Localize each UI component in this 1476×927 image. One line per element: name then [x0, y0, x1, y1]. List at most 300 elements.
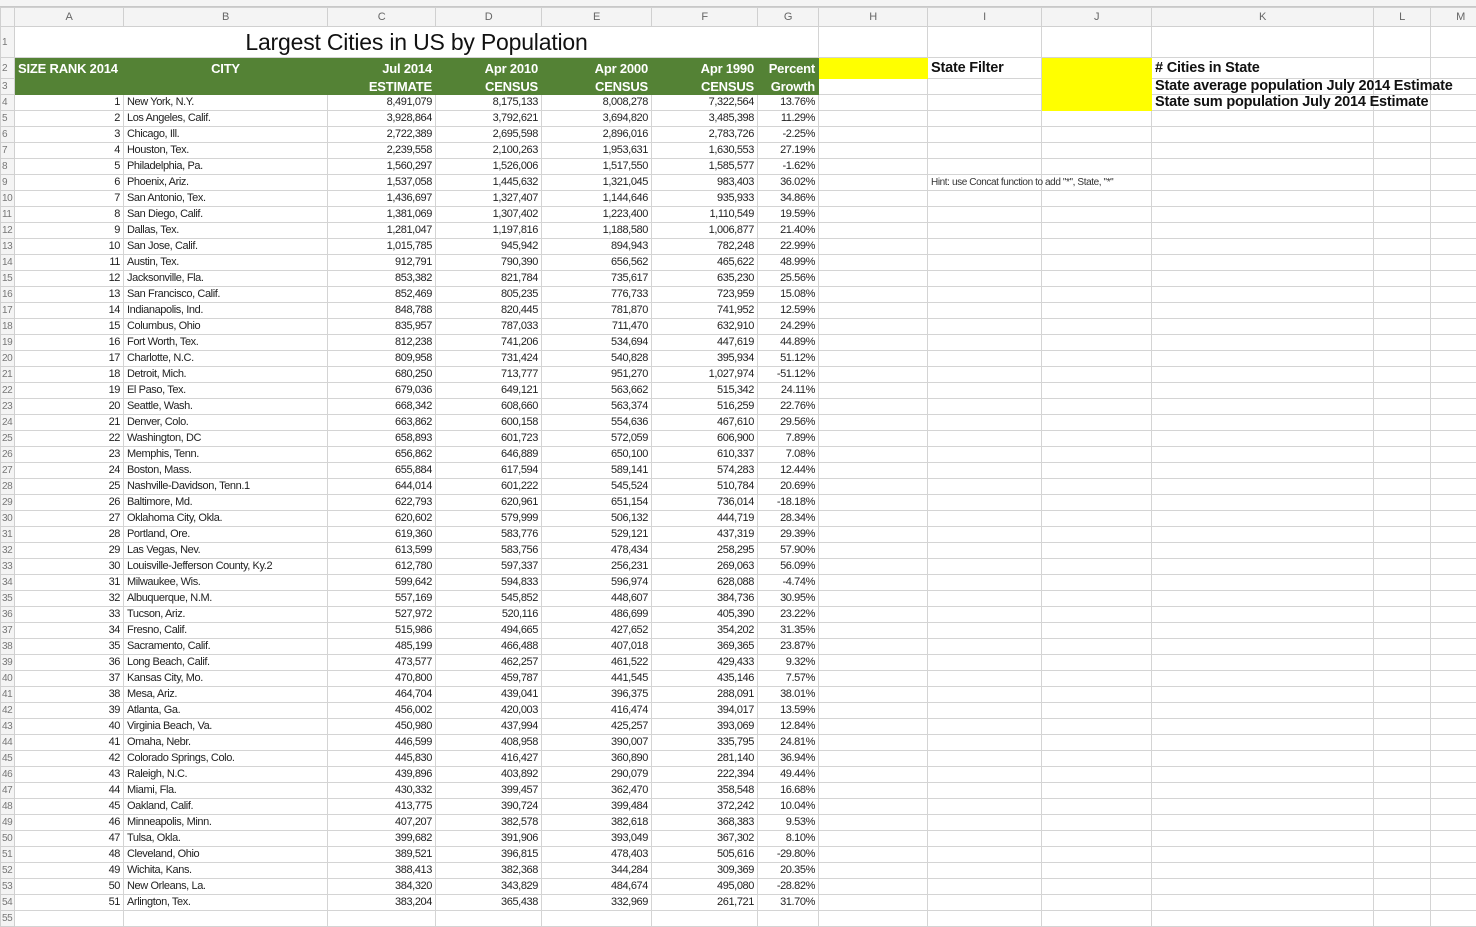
cell[interactable] [1152, 399, 1374, 415]
cell[interactable] [1374, 847, 1431, 863]
apr2010-census-cell[interactable]: 466,488 [436, 639, 542, 655]
rank-cell[interactable]: 49 [15, 863, 124, 879]
jul2014-estimate-cell[interactable]: 620,602 [328, 511, 436, 527]
apr2000-census-cell[interactable]: 651,154 [542, 495, 652, 511]
cell[interactable] [819, 319, 928, 335]
jul2014-estimate-cell[interactable]: 473,577 [328, 655, 436, 671]
percent-growth-cell[interactable]: 23.87% [758, 639, 819, 655]
row-number[interactable]: 53 [1, 879, 15, 895]
cell[interactable] [819, 415, 928, 431]
apr2010-census-cell[interactable]: 594,833 [436, 575, 542, 591]
jul2014-estimate-cell[interactable]: 407,207 [328, 815, 436, 831]
percent-growth-cell[interactable]: -51.12% [758, 367, 819, 383]
cell[interactable] [1374, 719, 1431, 735]
cell[interactable] [1374, 479, 1431, 495]
percent-growth-cell[interactable]: 7.89% [758, 431, 819, 447]
cell[interactable] [928, 319, 1042, 335]
jul2014-estimate-cell[interactable]: 658,893 [328, 431, 436, 447]
percent-growth-cell[interactable]: 9.32% [758, 655, 819, 671]
cell[interactable] [1374, 303, 1431, 319]
city-cell[interactable]: Oklahoma City, Okla. [124, 511, 328, 527]
percent-growth-cell[interactable]: 31.70% [758, 895, 819, 911]
header-jul2014[interactable]: Jul 2014 [328, 58, 436, 79]
apr1990-census-cell[interactable]: 495,080 [652, 879, 758, 895]
cities-in-state-value[interactable] [1042, 79, 1152, 95]
apr2000-census-cell[interactable]: 540,828 [542, 351, 652, 367]
apr1990-census-cell[interactable]: 405,390 [652, 607, 758, 623]
apr1990-census-cell[interactable]: 393,069 [652, 719, 758, 735]
cell[interactable] [1374, 751, 1431, 767]
city-cell[interactable]: San Francisco, Calif. [124, 287, 328, 303]
percent-growth-cell[interactable]: 20.69% [758, 479, 819, 495]
apr2000-census-cell[interactable]: 1,517,550 [542, 159, 652, 175]
cell[interactable] [928, 239, 1042, 255]
jul2014-estimate-cell[interactable]: 1,281,047 [328, 223, 436, 239]
cell[interactable] [1152, 895, 1374, 911]
cell[interactable] [819, 479, 928, 495]
rank-cell[interactable]: 3 [15, 127, 124, 143]
cell[interactable] [819, 79, 928, 95]
apr1990-census-cell[interactable]: 447,619 [652, 335, 758, 351]
cell[interactable] [1042, 271, 1152, 287]
city-cell[interactable]: San Antonio, Tex. [124, 191, 328, 207]
cell[interactable] [928, 559, 1042, 575]
percent-growth-cell[interactable]: 22.99% [758, 239, 819, 255]
cell[interactable] [819, 95, 928, 111]
row-number[interactable]: 32 [1, 543, 15, 559]
cell[interactable] [928, 543, 1042, 559]
jul2014-estimate-cell[interactable]: 1,015,785 [328, 239, 436, 255]
percent-growth-cell[interactable]: -28.82% [758, 879, 819, 895]
cell[interactable] [1374, 559, 1431, 575]
column-header-j[interactable]: J [1042, 8, 1152, 27]
city-cell[interactable]: El Paso, Tex. [124, 383, 328, 399]
percent-growth-cell[interactable] [758, 911, 819, 927]
cell[interactable] [928, 767, 1042, 783]
apr2010-census-cell[interactable]: 805,235 [436, 287, 542, 303]
apr2000-census-cell[interactable]: 332,969 [542, 895, 652, 911]
jul2014-estimate-cell[interactable]: 1,537,058 [328, 175, 436, 191]
row-number[interactable]: 44 [1, 735, 15, 751]
city-cell[interactable]: Baltimore, Md. [124, 495, 328, 511]
cell[interactable] [1042, 703, 1152, 719]
row-number[interactable]: 35 [1, 591, 15, 607]
header-census-2000[interactable]: CENSUS [542, 79, 652, 95]
jul2014-estimate-cell[interactable]: 619,360 [328, 527, 436, 543]
apr2010-census-cell[interactable]: 731,424 [436, 351, 542, 367]
column-header-i[interactable]: I [928, 8, 1042, 27]
cell[interactable] [1042, 463, 1152, 479]
apr2010-census-cell[interactable]: 620,961 [436, 495, 542, 511]
row-number[interactable]: 52 [1, 863, 15, 879]
apr2000-census-cell[interactable]: 390,007 [542, 735, 652, 751]
cell[interactable] [1152, 639, 1374, 655]
cell[interactable] [1042, 143, 1152, 159]
cell[interactable] [1431, 58, 1476, 79]
cell[interactable] [1042, 863, 1152, 879]
cell[interactable] [1374, 895, 1431, 911]
percent-growth-cell[interactable]: 48.99% [758, 255, 819, 271]
cell[interactable] [819, 431, 928, 447]
cell[interactable] [928, 511, 1042, 527]
cell[interactable] [1152, 799, 1374, 815]
apr1990-census-cell[interactable]: 309,369 [652, 863, 758, 879]
cell[interactable] [928, 255, 1042, 271]
cell[interactable] [1152, 351, 1374, 367]
row-number[interactable]: 27 [1, 463, 15, 479]
rank-cell[interactable]: 12 [15, 271, 124, 287]
jul2014-estimate-cell[interactable]: 2,239,558 [328, 143, 436, 159]
jul2014-estimate-cell[interactable]: 527,972 [328, 607, 436, 623]
apr2010-census-cell[interactable]: 597,337 [436, 559, 542, 575]
cell[interactable] [1152, 271, 1374, 287]
cell[interactable] [1431, 863, 1476, 879]
cell[interactable] [1152, 815, 1374, 831]
city-cell[interactable]: Fort Worth, Tex. [124, 335, 328, 351]
cell[interactable] [1152, 143, 1374, 159]
rank-cell[interactable]: 27 [15, 511, 124, 527]
header-census-1990[interactable]: CENSUS [652, 79, 758, 95]
cell[interactable] [1152, 223, 1374, 239]
percent-growth-cell[interactable]: 10.04% [758, 799, 819, 815]
cell[interactable] [1374, 255, 1431, 271]
cell[interactable] [1152, 511, 1374, 527]
cell[interactable] [1152, 367, 1374, 383]
rank-cell[interactable]: 30 [15, 559, 124, 575]
percent-growth-cell[interactable]: 9.53% [758, 815, 819, 831]
sheet-title[interactable]: Largest Cities in US by Population [15, 27, 819, 58]
apr2000-census-cell[interactable]: 478,434 [542, 543, 652, 559]
apr2000-census-cell[interactable]: 656,562 [542, 255, 652, 271]
rank-cell[interactable]: 41 [15, 735, 124, 751]
apr2010-census-cell[interactable] [436, 911, 542, 927]
cell[interactable] [1042, 879, 1152, 895]
apr2010-census-cell[interactable]: 343,829 [436, 879, 542, 895]
cell[interactable] [1152, 447, 1374, 463]
apr1990-census-cell[interactable]: 437,319 [652, 527, 758, 543]
jul2014-estimate-cell[interactable]: 399,682 [328, 831, 436, 847]
row-number[interactable]: 22 [1, 383, 15, 399]
rank-cell[interactable]: 10 [15, 239, 124, 255]
cell[interactable] [1152, 27, 1374, 58]
column-header-e[interactable]: E [542, 8, 652, 27]
rank-cell[interactable]: 22 [15, 431, 124, 447]
cell[interactable] [1042, 207, 1152, 223]
cell[interactable] [1431, 255, 1476, 271]
cell[interactable] [1042, 431, 1152, 447]
cell[interactable] [1152, 655, 1374, 671]
cell[interactable] [1374, 399, 1431, 415]
apr1990-census-cell[interactable]: 741,952 [652, 303, 758, 319]
jul2014-estimate-cell[interactable]: 812,238 [328, 335, 436, 351]
cell[interactable] [819, 895, 928, 911]
apr1990-census-cell[interactable]: 288,091 [652, 687, 758, 703]
cell[interactable] [1431, 687, 1476, 703]
cell[interactable] [819, 367, 928, 383]
apr2000-census-cell[interactable]: 256,231 [542, 559, 652, 575]
header-apr1990[interactable]: Apr 1990 [652, 58, 758, 79]
cell[interactable] [1374, 687, 1431, 703]
cell[interactable] [1152, 783, 1374, 799]
row-number[interactable]: 55 [1, 911, 15, 927]
rank-cell[interactable]: 39 [15, 703, 124, 719]
cell[interactable] [928, 95, 1042, 111]
jul2014-estimate-cell[interactable]: 668,342 [328, 399, 436, 415]
apr2010-census-cell[interactable]: 403,892 [436, 767, 542, 783]
cell[interactable] [1152, 431, 1374, 447]
percent-growth-cell[interactable]: 12.59% [758, 303, 819, 319]
cell[interactable] [1431, 463, 1476, 479]
apr2010-census-cell[interactable]: 399,457 [436, 783, 542, 799]
percent-growth-cell[interactable]: 38.01% [758, 687, 819, 703]
rank-cell[interactable]: 44 [15, 783, 124, 799]
rank-cell[interactable]: 29 [15, 543, 124, 559]
cell[interactable] [928, 447, 1042, 463]
cell[interactable] [819, 543, 928, 559]
row-number[interactable]: 34 [1, 575, 15, 591]
rank-cell[interactable]: 32 [15, 591, 124, 607]
cell[interactable] [1431, 527, 1476, 543]
cell[interactable] [1374, 879, 1431, 895]
cell[interactable] [819, 639, 928, 655]
apr2010-census-cell[interactable]: 1,445,632 [436, 175, 542, 191]
cell[interactable] [1431, 303, 1476, 319]
cell[interactable] [819, 671, 928, 687]
apr1990-census-cell[interactable]: 394,017 [652, 703, 758, 719]
cell[interactable] [1152, 735, 1374, 751]
apr2010-census-cell[interactable]: 2,695,598 [436, 127, 542, 143]
cell[interactable] [1042, 687, 1152, 703]
cell[interactable] [1431, 367, 1476, 383]
rank-cell[interactable]: 51 [15, 895, 124, 911]
header-city[interactable]: CITY [124, 58, 328, 79]
city-cell[interactable]: Oakland, Calif. [124, 799, 328, 815]
apr2000-census-cell[interactable]: 1,223,400 [542, 207, 652, 223]
row-number[interactable]: 7 [1, 143, 15, 159]
cell[interactable] [1374, 543, 1431, 559]
row-number[interactable]: 13 [1, 239, 15, 255]
cell[interactable] [1374, 655, 1431, 671]
cell[interactable] [819, 399, 928, 415]
cell[interactable] [928, 415, 1042, 431]
cell[interactable] [1042, 527, 1152, 543]
apr2010-census-cell[interactable]: 520,116 [436, 607, 542, 623]
cell[interactable] [928, 703, 1042, 719]
apr1990-census-cell[interactable]: 632,910 [652, 319, 758, 335]
cell[interactable] [1042, 895, 1152, 911]
header-growth[interactable]: Growth [758, 79, 819, 95]
cell[interactable] [1374, 671, 1431, 687]
header-cell[interactable] [15, 79, 124, 95]
apr1990-census-cell[interactable]: 444,719 [652, 511, 758, 527]
cell[interactable] [1374, 735, 1431, 751]
rank-cell[interactable]: 33 [15, 607, 124, 623]
percent-growth-cell[interactable]: 24.81% [758, 735, 819, 751]
cell[interactable] [1042, 671, 1152, 687]
city-cell[interactable]: Seattle, Wash. [124, 399, 328, 415]
cell[interactable] [928, 863, 1042, 879]
rank-cell[interactable]: 6 [15, 175, 124, 191]
apr2010-census-cell[interactable]: 646,889 [436, 447, 542, 463]
header-cell[interactable] [124, 79, 328, 95]
cell[interactable] [819, 799, 928, 815]
state-average-label[interactable]: State average population July 2014 Estimate [1152, 79, 1374, 95]
cell[interactable] [928, 591, 1042, 607]
city-cell[interactable]: Las Vegas, Nev. [124, 543, 328, 559]
apr1990-census-cell[interactable]: 782,248 [652, 239, 758, 255]
apr2000-census-cell[interactable]: 545,524 [542, 479, 652, 495]
apr1990-census-cell[interactable]: 610,337 [652, 447, 758, 463]
column-header-f[interactable]: F [652, 8, 758, 27]
cell[interactable] [1042, 27, 1152, 58]
apr2000-census-cell[interactable]: 478,403 [542, 847, 652, 863]
cell[interactable] [1431, 287, 1476, 303]
cell[interactable] [819, 623, 928, 639]
cell[interactable] [1431, 191, 1476, 207]
apr2000-census-cell[interactable]: 393,049 [542, 831, 652, 847]
cell[interactable] [928, 479, 1042, 495]
cell[interactable] [1431, 735, 1476, 751]
apr2000-census-cell[interactable]: 461,522 [542, 655, 652, 671]
rank-cell[interactable]: 2 [15, 111, 124, 127]
cell[interactable] [1042, 511, 1152, 527]
cell[interactable] [1042, 751, 1152, 767]
cell[interactable] [1152, 543, 1374, 559]
cell[interactable] [819, 879, 928, 895]
row-number[interactable]: 48 [1, 799, 15, 815]
jul2014-estimate-cell[interactable]: 809,958 [328, 351, 436, 367]
apr2010-census-cell[interactable]: 713,777 [436, 367, 542, 383]
cell[interactable] [928, 79, 1042, 95]
cell[interactable] [1152, 527, 1374, 543]
apr2000-census-cell[interactable]: 3,694,820 [542, 111, 652, 127]
city-cell[interactable]: Atlanta, Ga. [124, 703, 328, 719]
city-cell[interactable]: Milwaukee, Wis. [124, 575, 328, 591]
cell[interactable] [1152, 575, 1374, 591]
cell[interactable] [1042, 367, 1152, 383]
cell[interactable] [1374, 287, 1431, 303]
apr2010-census-cell[interactable]: 391,906 [436, 831, 542, 847]
apr2010-census-cell[interactable]: 365,438 [436, 895, 542, 911]
cell[interactable] [928, 783, 1042, 799]
row-number[interactable]: 12 [1, 223, 15, 239]
apr2000-census-cell[interactable]: 290,079 [542, 767, 652, 783]
cell[interactable] [928, 143, 1042, 159]
cell[interactable] [819, 831, 928, 847]
cell[interactable] [928, 895, 1042, 911]
cell[interactable] [1431, 127, 1476, 143]
apr2010-census-cell[interactable]: 601,723 [436, 431, 542, 447]
cell[interactable] [928, 367, 1042, 383]
percent-growth-cell[interactable]: 24.11% [758, 383, 819, 399]
apr1990-census-cell[interactable]: 281,140 [652, 751, 758, 767]
cell[interactable] [1374, 319, 1431, 335]
row-number[interactable]: 15 [1, 271, 15, 287]
apr2000-census-cell[interactable]: 382,618 [542, 815, 652, 831]
city-cell[interactable]: Arlington, Tex. [124, 895, 328, 911]
apr1990-census-cell[interactable]: 983,403 [652, 175, 758, 191]
apr2010-census-cell[interactable]: 649,121 [436, 383, 542, 399]
cell[interactable] [819, 175, 928, 191]
cell[interactable] [1152, 703, 1374, 719]
cell[interactable] [1374, 511, 1431, 527]
column-header-a[interactable]: A [15, 8, 124, 27]
cell[interactable] [1042, 591, 1152, 607]
apr2010-census-cell[interactable]: 390,724 [436, 799, 542, 815]
apr1990-census-cell[interactable]: 505,616 [652, 847, 758, 863]
cell[interactable] [1374, 111, 1431, 127]
cell[interactable] [1431, 95, 1476, 111]
row-number[interactable]: 43 [1, 719, 15, 735]
cell[interactable] [1374, 591, 1431, 607]
apr2000-census-cell[interactable]: 441,545 [542, 671, 652, 687]
row-number[interactable]: 18 [1, 319, 15, 335]
cell[interactable] [1152, 383, 1374, 399]
rank-cell[interactable]: 42 [15, 751, 124, 767]
percent-growth-cell[interactable]: -2.25% [758, 127, 819, 143]
cell[interactable] [1152, 479, 1374, 495]
jul2014-estimate-cell[interactable]: 656,862 [328, 447, 436, 463]
cell[interactable] [819, 703, 928, 719]
apr2010-census-cell[interactable]: 382,578 [436, 815, 542, 831]
percent-growth-cell[interactable]: 31.35% [758, 623, 819, 639]
cell[interactable] [1431, 159, 1476, 175]
cell[interactable] [1431, 703, 1476, 719]
cell[interactable] [1431, 591, 1476, 607]
cell[interactable] [1042, 831, 1152, 847]
cell[interactable] [1431, 607, 1476, 623]
apr1990-census-cell[interactable]: 368,383 [652, 815, 758, 831]
rank-cell[interactable]: 1 [15, 95, 124, 111]
cell[interactable] [1042, 335, 1152, 351]
row-number[interactable]: 37 [1, 623, 15, 639]
cell[interactable] [819, 207, 928, 223]
row-number[interactable]: 19 [1, 335, 15, 351]
cell[interactable] [928, 127, 1042, 143]
apr1990-census-cell[interactable]: 1,110,549 [652, 207, 758, 223]
cell[interactable] [1152, 303, 1374, 319]
cell[interactable] [928, 815, 1042, 831]
rank-cell[interactable]: 45 [15, 799, 124, 815]
rank-cell[interactable]: 11 [15, 255, 124, 271]
cell[interactable] [1042, 911, 1152, 927]
apr2010-census-cell[interactable]: 408,958 [436, 735, 542, 751]
percent-growth-cell[interactable]: 12.84% [758, 719, 819, 735]
cell[interactable] [1431, 767, 1476, 783]
cell[interactable] [819, 191, 928, 207]
rank-cell[interactable]: 5 [15, 159, 124, 175]
row-number[interactable]: 47 [1, 783, 15, 799]
column-header-d[interactable]: D [436, 8, 542, 27]
apr2000-census-cell[interactable]: 362,470 [542, 783, 652, 799]
cell[interactable] [1374, 495, 1431, 511]
apr2000-census-cell[interactable] [542, 911, 652, 927]
cell[interactable] [1431, 223, 1476, 239]
cell[interactable] [1152, 207, 1374, 223]
cell[interactable] [1374, 799, 1431, 815]
row-number[interactable]: 50 [1, 831, 15, 847]
cell[interactable] [928, 527, 1042, 543]
percent-growth-cell[interactable]: 15.08% [758, 287, 819, 303]
apr2010-census-cell[interactable]: 1,307,402 [436, 207, 542, 223]
percent-growth-cell[interactable]: 44.89% [758, 335, 819, 351]
cell[interactable] [1374, 783, 1431, 799]
cell[interactable] [928, 159, 1042, 175]
apr1990-census-cell[interactable]: 358,548 [652, 783, 758, 799]
percent-growth-cell[interactable]: 49.44% [758, 767, 819, 783]
cell[interactable] [1431, 751, 1476, 767]
header-apr2000[interactable]: Apr 2000 [542, 58, 652, 79]
